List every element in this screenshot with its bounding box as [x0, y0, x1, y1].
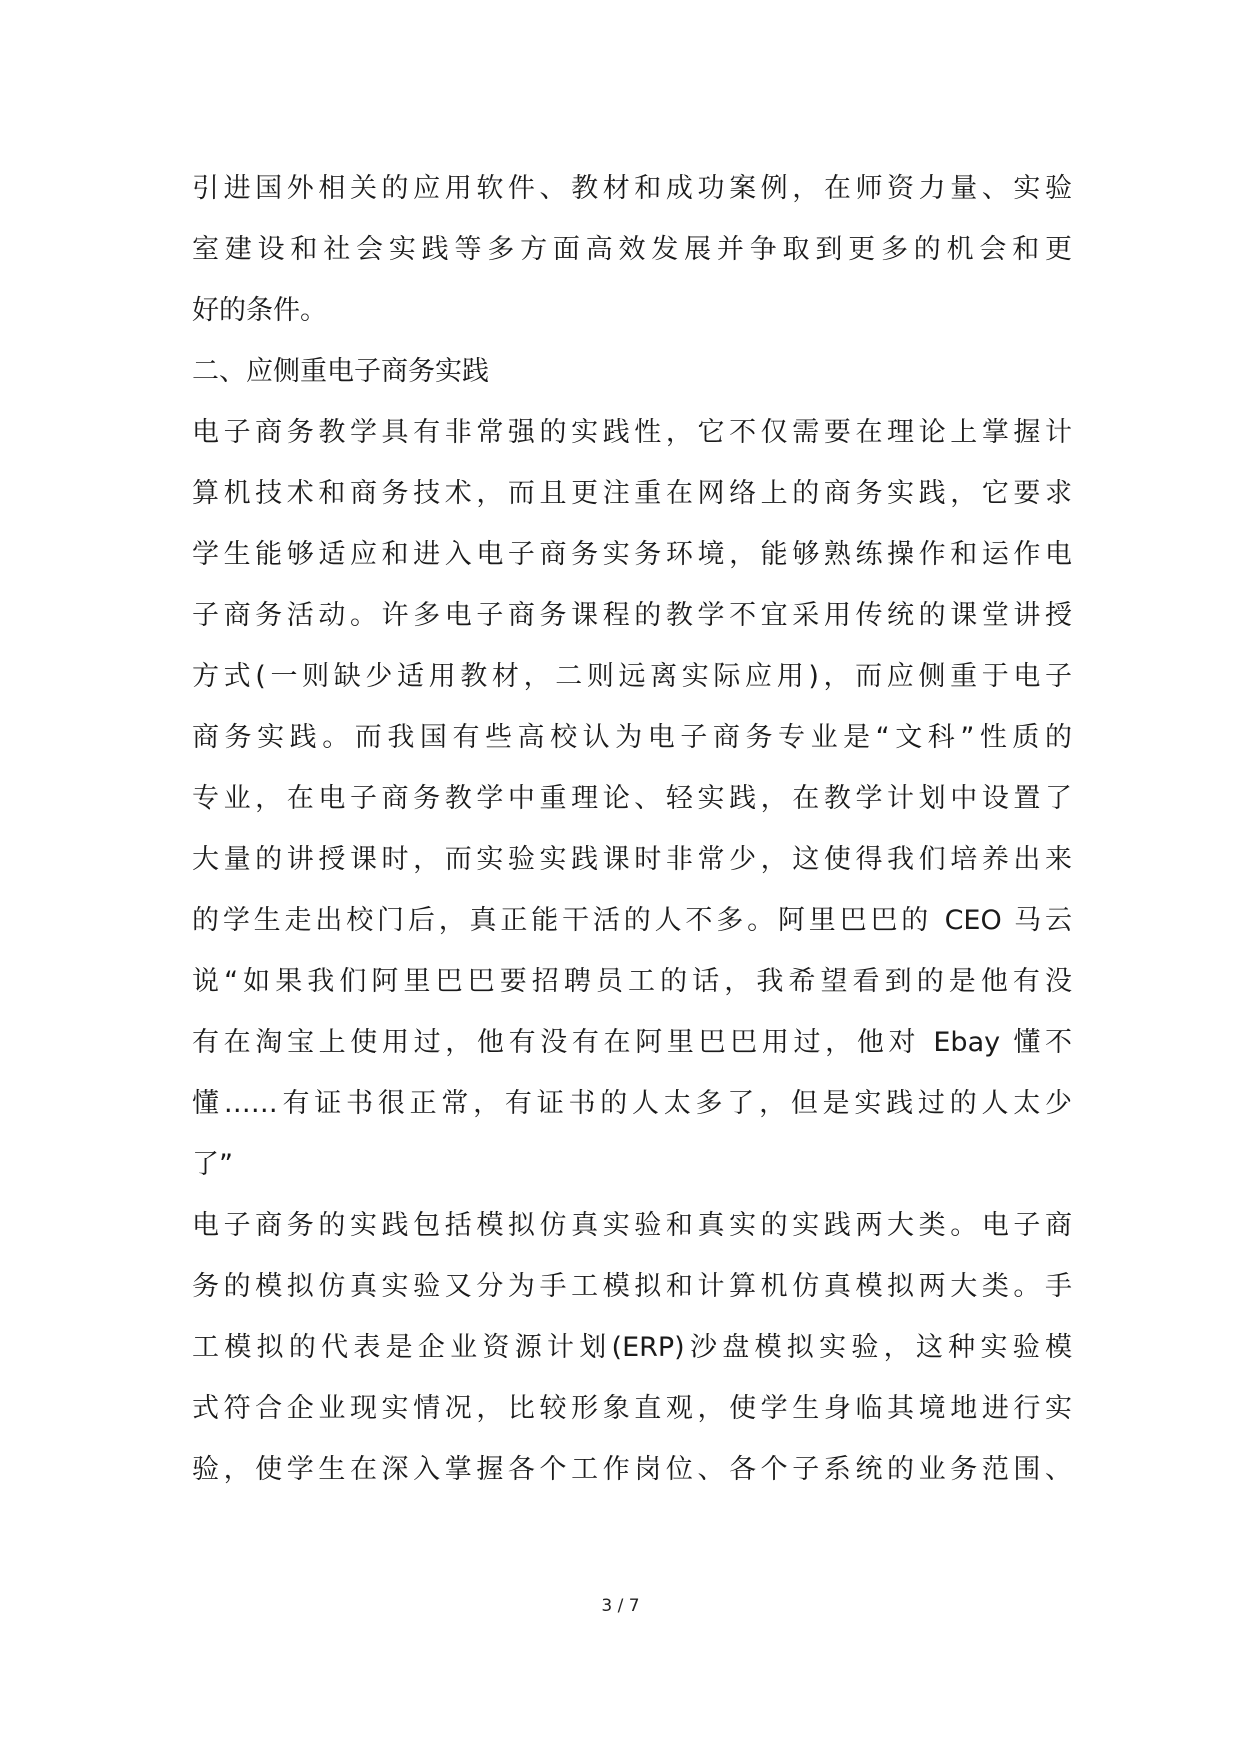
text-line: 说“如果我们阿里巴巴要招聘员工的话，我希望看到的是他有没	[192, 966, 1072, 997]
text-line: 二、应侧重电子商务实践	[192, 356, 489, 387]
text-line: 的学生走出校门后，真正能干活的人不多。阿里巴巴的 CEO 马云	[192, 905, 1072, 936]
text-line: 算机技术和商务技术，而且更注重在网络上的商务实践，它要求	[192, 478, 1072, 509]
text-line: 室建设和社会实践等多方面高效发展并争取到更多的机会和更	[192, 234, 1072, 265]
text-line: 好的条件。	[192, 295, 327, 326]
text-line: 专业，在电子商务教学中重理论、轻实践，在教学计划中设置了	[192, 783, 1072, 814]
text-line: 验，使学生在深入掌握各个工作岗位、各个子系统的业务范围、	[192, 1454, 1072, 1485]
body-text	[192, 158, 1072, 1500]
page-number: 3 / 7	[601, 1596, 640, 1616]
text-line: 懂……有证书很正常，有证书的人太多了，但是实践过的人太少	[192, 1088, 1072, 1119]
text-line: 大量的讲授课时，而实验实践课时非常少，这使得我们培养出来	[192, 844, 1072, 875]
text-line: 引进国外相关的应用软件、教材和成功案例，在师资力量、实验	[192, 173, 1072, 204]
text-line: 务的模拟仿真实验又分为手工模拟和计算机仿真模拟两大类。手	[192, 1271, 1072, 1302]
text-line: 电子商务教学具有非常强的实践性，它不仅需要在理论上掌握计	[192, 417, 1072, 448]
text-line: 子商务活动。许多电子商务课程的教学不宜采用传统的课堂讲授	[192, 600, 1072, 631]
text-line: 电子商务的实践包括模拟仿真实验和真实的实践两大类。电子商	[192, 1210, 1072, 1241]
text-line: 商务实践。而我国有些高校认为电子商务专业是“文科”性质的	[192, 722, 1072, 753]
text-line: 了”	[192, 1149, 233, 1180]
text-line: 工模拟的代表是企业资源计划(ERP)沙盘模拟实验，这种实验模	[192, 1332, 1072, 1363]
text-line: 有在淘宝上使用过，他有没有在阿里巴巴用过，他对 Ebay 懂不	[192, 1027, 1072, 1058]
text-line: 方式(一则缺少适用教材，二则远离实际应用)，而应侧重于电子	[192, 661, 1072, 692]
text-line: 式符合企业现实情况，比较形象直观，使学生身临其境地进行实	[192, 1393, 1072, 1424]
text-line: 学生能够适应和进入电子商务实务环境，能够熟练操作和运作电	[192, 539, 1072, 570]
